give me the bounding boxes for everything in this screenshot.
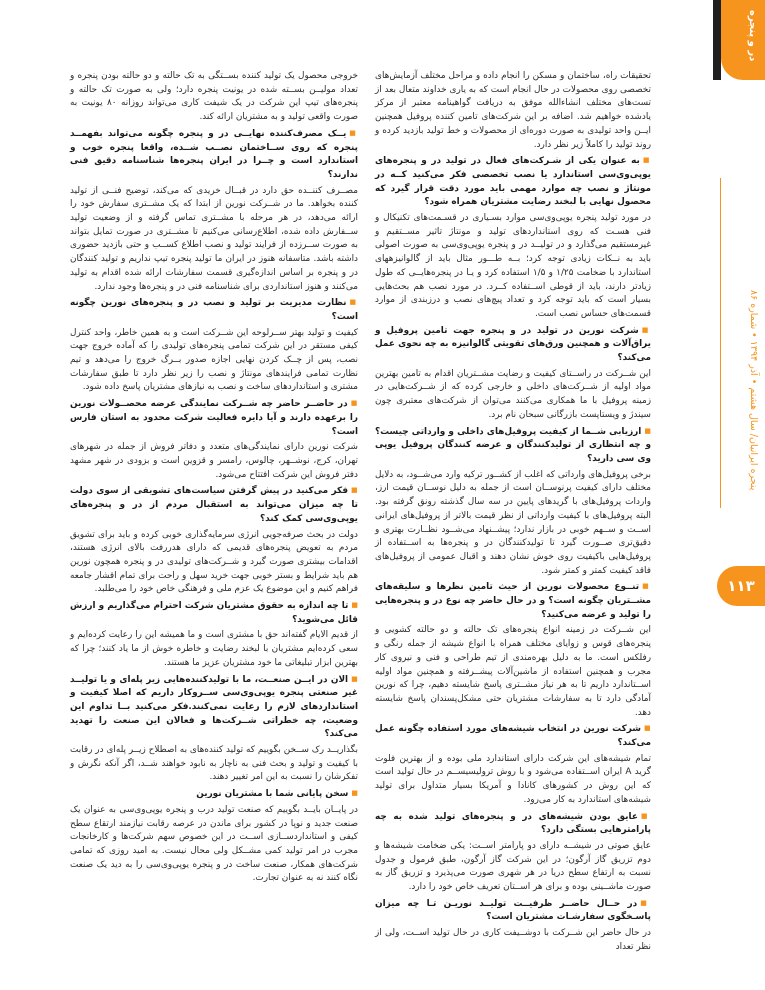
body-paragraph: بگذاریــد رک ســخن بگوییم که تولید کننده‌های به اصطلاح زیــر پله‌ای در رقابت با کیفیت و تولید و بحث فنی به ناچار به نابود خواهند شــد، اگر آنکه نگرش و تفکرشان را نسبت به این امر تغییر دهند. <box>70 745 358 783</box>
question-heading: ■ الان در ایــن صنعــت، ما با تولیدکننده‌هایی زیر پله‌ای و یا تولیــد غیر صنعتی پنجره یوپی‌وی‌سی ســروکار داریم که اصلا کیفیت و استانداردهای لازم را رعایت نمی‌کنند.فکر می‌کنید بــا تداوم این وضعیت، چه خطراتی شــرکت‌ها و فعالان این صنعت را تهدید می‌کند؟ <box>70 674 358 743</box>
body-paragraph: شرکت نورین دارای نمایندگی‌های متعدد و دفاتر فروش از جمله در شهرهای تهران، کرج، نوشــهر، چالوس، رامسر و قزوین است و بزودی در شهر مشهد دفتر فروش این شرکت افتتاح می‌شود. <box>70 442 358 480</box>
question-heading: ■ نظارت مدیریت بر تولید و نصب در و پنجره‌های نورین چگونه است؟ <box>70 297 358 324</box>
section-tab-accent <box>713 0 721 80</box>
question-heading: ■ سخن پایانی شما با مشتریان نورین <box>70 788 358 802</box>
body-paragraph: در پایــان بایــد بگوییم که صنعت تولید درب و پنجره یوپی‌وی‌سی به عنوان یک صنعت جدید و نوپا در کشور برای ماندن در عرصه رقابت نیازمند ارتقاع سطح کیفی و استانداردســازی اســت در این خصوص سهم شرکت‌ها و کارخانجات مجرب در امر تولید کمی مشــکل ولی محال نیست. به امید روزی که تمامی شرکت‌های همکار، صنعت ساخت در و پنجره یوپی‌وی‌سی را به دید یک صنعت نگاه کنند نه به عنوان تجارت. <box>70 804 358 884</box>
issue-info: پنجره ایرانیان/ سال هشتم • آذر ۱۳۹۴ • شماره ۸۶ <box>748 290 759 491</box>
article-column-right <box>375 70 651 958</box>
body-paragraph: خروجی محصول یک تولید کننده بســتگی به تک حالته و دو حالته بودن پنجره و تعداد مولیــن بســته شده در یونیت پنجره دارد؛ ولی به صورت تک حالته و پنجره‌های تیپ این شرکت در یک شیفت کاری می‌تواند روزانه ۸۰ یونیت به صورت واقعی تولید و به مشتریان ارائه کند. <box>70 71 359 123</box>
body-paragraph: از قدیم الایام گفته‌اند حق با مشتری است و ما همیشه این را رعایت کرده‌ایم و سعی کرده‌ایم مشتریان با لبخند رضایت و خاطره خوش از ما یاد کنند؛ چرا که بهترین ابزار تبلیغاتی ما خود مشتریان عزیز ما هستند. <box>70 630 358 668</box>
body-paragraph: این شــرکت در زمینه انواع پنجره‌های تک حالته و دو حالته کشویی و پنجره‌های قوس و زوایای مختلف همراه با انواع شیشه از جمله رنگی و رفلکس است. ما به دلیل بهره‌مندی از تیم طراحی و فنی و نیروی کار مجرب و همچنین استفاده از ماشین‌آلات پیشــرفته و همچنین مواد اولیه اســتاندارد داریم تا به هر نیاز مشــتری پاسخ شایسته دهیم، چرا که نورین آمادگی دارد تا به سفارشات مشتریان حتی مشکل‌پسندان پاسخ شایسته دهد. <box>375 625 651 718</box>
question-heading: ■ شرکت نورین در انتخاب شیشه‌های مورد استفاده چگونه عمل می‌کند؟ <box>375 723 651 750</box>
section-tab-label: در و پنجره <box>747 10 758 62</box>
body-paragraph: این شــرکت در راســتای کیفیت و رضایت مشــتریان اقدام به تامین بهترین مواد اولیه از شــرکت‌های داخلی و خارجی کرده که از شــرکت‌هایی در زمینه پروفیل با ما همکاری می‌کنند می‌توان از شرکت‌های معتبری چون سیندژ و ویستاپست بازرگانی سبحان نام برد. <box>375 368 651 420</box>
section-tab <box>721 0 765 80</box>
question-heading: ■ به عنوان یکی از شـرکت‌های فعال در تولید در و پنجره‌های یوپی‌وی‌سی استاندارد یا نصب تخصصی فکر می‌کنید کــه در مونتاژ و نصب چه موارد مهمی باید مورد دقت قرار گیرد که محصول نهایی با لبخند رضایت مشتریان همراه شود؟ <box>375 155 651 210</box>
question-heading: ■ در حاضــر حاضر چه شــرکت نمایندگی عرضه محصــولات نورین را برعهده دارند و آیا دایره فعالیت شرکت محدود به استان فارس است؟ <box>70 398 358 439</box>
body-paragraph: در حال حاضر این شــرکت با دوشــیفت کاری در حال تولید اســت، ولی از نظر تعداد <box>375 928 651 952</box>
body-paragraph: برخی پروفیل‌های وارداتی که اغلب از کشــور ترکیه وارد می‌شــود، به دلایل مختلف دارای کیفیت پرنوســان است از جمله به دلیل نوســان قیمت ارز، واردات پروفیل‌های با گریدهای پایین در سه سال گذشته رونق گرفته بود. البته پروفیل‌های با کیفیت وارداتی از نظر قیمت بالاتر از پروفیل‌های ایرانی اســت و ســهم خوبی در بازار ندارد؛ پیشــنهاد می‌شــود نظــارت بهتری و دقیق‌تری صــورت گیرد تا تولیدکنندگان در و پنجره‌ها به اســتفاده از پروفیل‌هایی باکیفیت روی خوش نشان دهند و اقبال عمومی از پروفیل‌های فاقد کیفیت کمتر و کمتر شود. <box>375 469 651 576</box>
side-divider <box>720 178 721 508</box>
body-paragraph: در مورد تولید پنجره یوپی‌وی‌سی موارد بسـیاری در قسـمت‌های تکنیکال و فنی هسـت که روی استانداردهای تولید و مونتاژ تاثیر مســتقیم و غیرمستقیم می‌گذارد و در تولیــد در و پنجره یوپی‌وی‌سی به صورت اصولی باید به نــکات زیادی توجه کرد؛ بــه طـــور مثال باید از گالوانیزههای استاندارد با ضخامت ۱/۲۵ و ۱/۵ استفاده کرد و یـا در پنجره‌هایــی که طول زیادتر دارند، باید از قوطی اســتفاده کــرد. در مورد نصب هم بحث‌هایی بسیار است که باید توجه کرد و تعداد پیچ‌های نصب و درزبندی از موارد قسمت‌های حساس نصب است. <box>375 213 651 319</box>
question-heading: ■ فکر می‌کنید در پیش گرفتن سیاست‌های تشویقی از سوی دولت تا چه میزان می‌تواند به استقبال مردم از در و پنجره‌های یوپی‌وی‌سی کمک کند؟ <box>70 485 358 526</box>
page-number: ۱۱۳ <box>717 566 765 606</box>
body-paragraph: کیفیت و تولید بهتر ســرلوحه این شــرکت است و به همین خاطر، واحد کنترل کیفی مستقر در این شرکت تمامی پنجره‌های تولیدی را که آماده خروج جهت نصب، پس از چــک کردن نهایی اجازه صدور بــرگ خروج را می‌دهد و تیم نظارت تمامی فرایندهای مونتاژ و نصب را زیر نظر دارد تا طبق سفارشات مشتری و استانداردهای ساخت و نصب به نیازهای مشتریان پاسخ داده شود. <box>70 327 358 393</box>
body-paragraph: تمام شیشه‌های این شرکت دارای استاندارد ملی بوده و از بهترین فلوت گرید A ایران اســتفاده می‌شود و با روش ترولیسیســم در حال تولید است که این روش در کشورهای کانادا و آمریکا بسیار متداول برای تولید شیشه‌های استاندارد به کار می‌رود. <box>375 753 651 805</box>
body-paragraph: مصــرف کننــده حق دارد در قبــال خریدی که می‌کند، توضیح فنــی از تولید کننده بخواهد. ما در شــرکت نورین از ابتدا که یک مشــتری سفارش خود را ارائه می‌دهد، در هر مرحله با مشــتری تماس گرفته و از وضعیت تولید ســفارش داده شده، اطلاع‌رسانی می‌کنیم تا مشــتری در صورت تمایل بتواند به صورت ســرزده از فرایند تولید و نصب اطلاع کســب و حتی بازدید حضوری داشته باشد. متاسفانه هنوز در ایران ما تولید پنجره تیپ نداریم و تولید کنندگان در و پنجره بر اساس اندازه‌گیری قسمت سفارشات ارائه شده اقدام به تولید می‌کنند و هنوز استانداردی برای شناسنامه فنی در و پنجره‌ها وجود ندارد. <box>70 185 358 292</box>
article-column-left <box>70 70 358 889</box>
question-heading: ■ یــک مصرف‌کننده نهایــی در و پنجره چگونه می‌تواند بفهمــد پنجره که روی ســاختمان نصــب شــده، واقعا پنجره خوب و استاندارد است و چــرا در ایران پنجره‌ها شناسنامه دقیق فنی ندارند؟ <box>70 128 358 183</box>
body-paragraph: تحقیقات راه، ساختمان و مسکن را انجام داده و مراحل مختلف آزمایش‌های تخصصی روی محصولات در حال انجام است که به یاری خداوند متعال بعد از تست‌های مختلف انشاءالله موفق به دریافت گواهینامه معتبر از مرکز یادشده خواهیم شد. اضافه بر این شرکت‌های تامین کننده پروفیل همچنین ایــن واحد تولیدی به صورت دوره‌ای از محصولات و خط تولید بازدید کرده و روند تولید را کاملاً زیر نظر دارد. <box>375 71 651 150</box>
question-heading: ■ تا چه اندازه به حقوق مشتریان شرکت احترام می‌گذاریم و ارزش قائل می‌شوید؟ <box>70 600 358 627</box>
question-heading: ■ عایق بودن شیشه‌های در و پنجره‌های تولید شده به چه پارامترهایی بستگی دارد؟ <box>375 811 651 838</box>
question-heading: ■ ارزیابی شــما از کیفیت پروفیل‌های داخلی و وارداتی چیست؟ و چه انتظاری از تولیدکنندگان و عرضه کنندگان پروفیل یوپی وی سی دارید؟ <box>375 426 651 467</box>
question-heading: ■ در حــال حاضــر ظرفیــت تولیــد نوریـن تـا چه میزان پاسـخگوی سفارشـات مشتریان است؟ <box>375 898 651 925</box>
body-paragraph: عایق صوتی در شیشــه دارای دو پارامتر اســت: یکی ضخامت شیشه‌ها و دوم تزریق گاز آرگون؛ در این شرکت گاز آرگون، طبق فرمول و جدول نسبت به ارتفاع سطح دریا در هر شهری صورت می‌پذیرد و تزریق گاز به صورت ماشــینی بوده و برای هر اســتان تعریف خاص خود را دارد. <box>375 840 651 893</box>
question-heading: ■ شرکت نورین در تولید در و پنجره جهت تامین پروفیل و یراق‌آلات و همچنین ورق‌های تقویتی گالوانیزه به چه نحوی عمل می‌کند؟ <box>375 325 651 366</box>
question-heading: ■ تنــوع محصولات نورین از حیث تامین نظرها و سلیقه‌های مشــتریان چگونه است؟ و در حال حاضر چه نوع در و پنجره‌هایی را تولید و عرضه می‌کنید؟ <box>375 581 651 622</box>
body-paragraph: دولت در بحث صرفه‌جویی انرژی سرمایه‌گذاری خوبی کرده و باید برای تشویق مردم به تعویض پنجره‌های قدیمی که دارای هدررفت بالای انرژی هستند، اقدامات بیشتری صورت گیرد و شــرکت‌های تولیدی در و پنجره همچون نورین هم باید شرایط و بستر خوبی جهت خرید سهل و راحت برای تمام اقشار جامعه فراهم کنیم و این موضوع یک عزم ملی و فرهنگی خاص خود را می‌طلبد. <box>70 529 358 595</box>
